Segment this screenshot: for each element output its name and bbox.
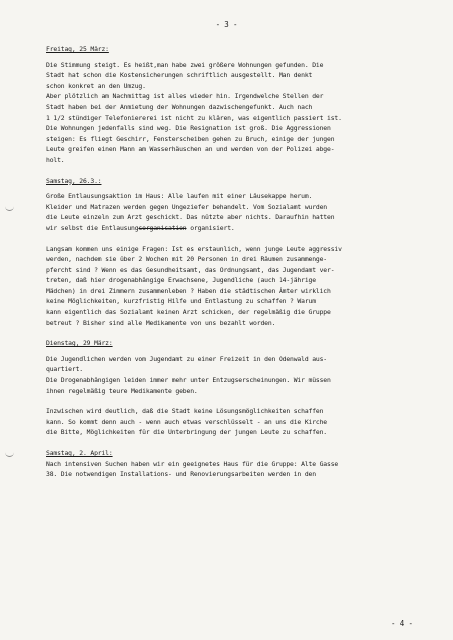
text-line: Die Jugendlichen werden vom Jugendamt zu einer Freizeit in den Odenwald aus-: [46, 354, 328, 363]
section-heading: Samstag, 26.3.:: [46, 176, 102, 185]
text-line: Langsam kommen uns einige Fragen: Ist es erstaunlich, wenn junge Leute aggressiv: [46, 244, 342, 253]
text-line: treten, daß hier drogenabhängige Erwachsene, Jugendliche (auch 14-jährige: [46, 276, 316, 285]
text-line: Nach intensiven Suchen haben wir ein geeignetes Haus für die Gruppe: Alte Gasse: [46, 459, 339, 468]
text-line: kann. So kommt denn auch - wenn auch etwas verschlüsselt - an uns die Kirche: [46, 417, 328, 426]
text-line: schon konkret an den Umzug.: [46, 81, 146, 90]
text-line: 1 1/2 stündiger Telefoniererei ist nicht zu klären, was eigentlich passiert ist.: [46, 113, 342, 122]
page-number-top: - 3 -: [215, 20, 238, 29]
document-body: [46, 44, 441, 480]
text-line: 38. Die notwendigen Installations- und Renovierungsarbeiten werden in den: [46, 470, 316, 479]
text-line: Stadt hat schon die Kostensicherungen schriftlich ausgestellt. Man denkt: [46, 71, 313, 80]
text-line: Stadt haben bei der Anmietung der Wohnungen dazwischengefunkt. Auch nach: [46, 102, 313, 111]
text-line: betreut ? Bisher sind alle Medikamente von uns bezahlt worden.: [46, 318, 276, 327]
section-heading: Samstag, 2. April:: [46, 449, 113, 457]
page-number-bottom: - 4 -: [391, 619, 413, 628]
text-line: Die Drogenabhängigen leiden immer mehr unter Entzugserscheinungen. Wir müssen: [46, 376, 331, 385]
section-heading: Freitag, 25 März:: [46, 45, 109, 53]
text-line: Kleider und Matrazen werden gegen Ungeziefer behandelt. Vom Sozialamt wurden: [46, 202, 328, 211]
text-line: steigen: Es fliegt Geschirr, Fensterscheiben gehen zu Bruch, einige der jungen: [46, 134, 335, 143]
text-line: wir selbst die Entlausungsorganisation organisiert.: [46, 223, 235, 232]
text-line: Die Wohnungen jedenfalls sind weg. Die Resignation ist groß. Die Aggressionen: [46, 124, 331, 133]
struck-through-text: sorganisation: [138, 223, 187, 232]
text-line: Mädchen) in drei Zimmern zusammenleben ? Haben die städtischen Ämter wirklich: [46, 286, 331, 295]
text-line: Aber plötzlich am Nachmittag ist alles wieder hin. Irgendwelche Stellen der: [46, 92, 324, 101]
text-line: pfercht sind ? Wenn es das Gesundheitsamt, das Ordnungsamt, das Jugendamt ver-: [46, 265, 335, 274]
text-line: kann eigentlich das Sozialamt keinen Arzt schicken, der regelmäßig die Gruppe: [46, 308, 331, 317]
section-heading: Dienstag, 29 März:: [46, 339, 113, 348]
text-line: holt.: [46, 155, 65, 164]
text-line: werden, nachdem sie über 2 Wochen mit 20 Personen in drei Räumen zusammenge-: [46, 255, 328, 264]
text-line: Große Entlausungsaktion im Haus: Alle laufen mit einer Läusekappe herum.: [46, 192, 313, 201]
punch-hole-mark: [5, 206, 14, 211]
text-line: Inzwischen wird deutlich, daß die Stadt keine Lösungsmöglichkeiten schaffen: [46, 407, 324, 416]
punch-hole-mark: [5, 452, 14, 457]
text-line: die Leute einzeln zum Arzt geschickt. Das nützte aber nichts. Daraufhin hatten: [46, 213, 335, 222]
text-line: quartiert.: [46, 365, 83, 374]
text-line: keine Möglichkeiten, kurzfristig Hilfe und Entlastung zu schaffen ? Warum: [46, 297, 316, 306]
text-line: Leute greifen einen Mann am Wasserhäuschen an und werden von der Polizei abge-: [46, 145, 335, 154]
text-line: Die Stimmung steigt. Es heißt,man habe zwei größere Wohnungen gefunden. Die: [46, 60, 324, 69]
text-line: die Bitte, Möglichkeiten für die Unterbringung der jungen Leute zu schaffen.: [46, 428, 328, 437]
text-line: ihnen regelmäßig teure Medikamente geben.: [46, 386, 198, 395]
